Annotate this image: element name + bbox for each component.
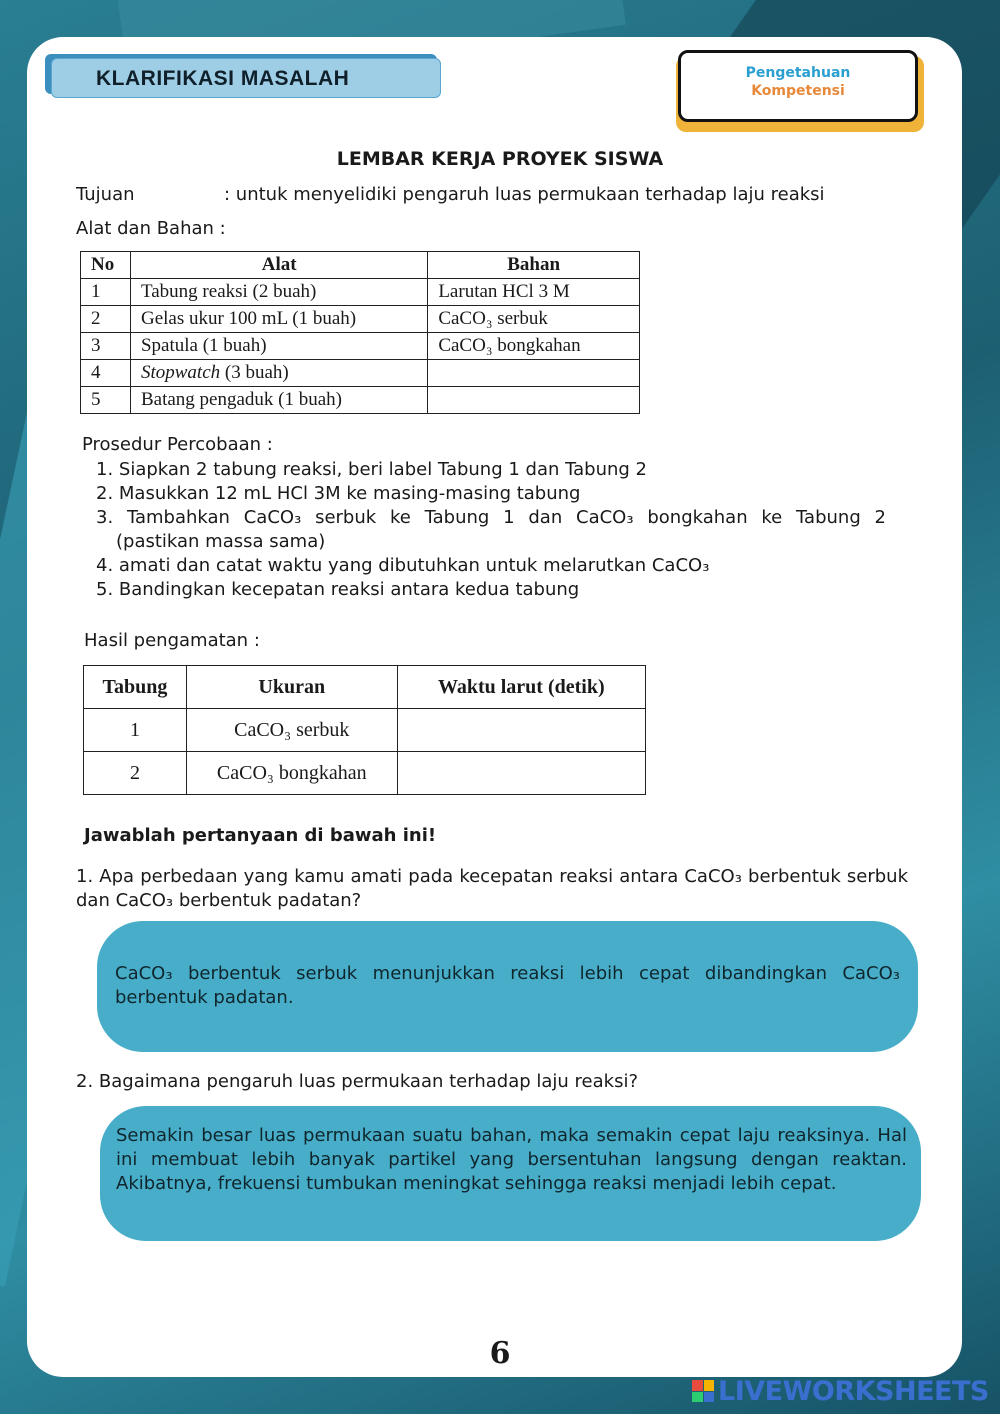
questions-heading: Jawablah pertanyaan di bawah ini! — [84, 825, 437, 846]
table-cell: 1 — [81, 279, 131, 306]
table-cell — [130, 360, 427, 387]
alat-bahan-label: Alat dan Bahan : — [76, 218, 226, 239]
table-cell: CaCO₃ serbuk — [428, 306, 640, 333]
badge-line-kompetensi: Kompetensi — [751, 83, 845, 99]
column-header: Alat — [130, 252, 427, 279]
table-cell: 4 — [81, 360, 131, 387]
table-header-row — [84, 666, 646, 709]
table-cell: CaCO₃ serbuk — [186, 709, 397, 752]
question-2: 2. Bagaimana pengaruh luas permukaan terhadap laju reaksi? — [76, 1071, 639, 1092]
question-text: 1. Apa perbedaan yang kamu amati pada kecepatan reaksi antara CaCO₃ berbentuk serbuk dan CaCO₃ berbentuk padatan? — [76, 866, 908, 911]
hasil-label: Hasil pengamatan : — [84, 630, 260, 651]
list-item: 3. Tambahkan CaCO₃ serbuk ke Tabung 1 dan CaCO₃ bongkahan ke Tabung 2 — [96, 507, 886, 528]
badge-card — [678, 50, 918, 122]
tujuan-text: : untuk menyelidiki pengaruh luas permukaan terhadap laju reaksi — [224, 184, 825, 205]
time-input-cell[interactable] — [397, 709, 645, 752]
table-row — [84, 709, 646, 752]
procedure-list — [96, 458, 886, 602]
column-header: Ukuran — [186, 666, 397, 709]
liveworksheets-brand: LIVEWORKSHEETS — [718, 1375, 989, 1407]
table-cell: Tabung reaksi (2 buah) — [130, 279, 427, 306]
column-header: Bahan — [428, 252, 640, 279]
table-cell: 3 — [81, 333, 131, 360]
list-item: 5. Bandingkan kecepatan reaksi antara kedua tabung — [96, 579, 580, 600]
table-cell: 5 — [81, 387, 131, 414]
table-cell: Spatula (1 buah) — [130, 333, 427, 360]
list-item: 1. Siapkan 2 tabung reaksi, beri label Tabung 1 dan Tabung 2 — [96, 459, 648, 480]
table-cell: Batang pengaduk (1 buah) — [130, 387, 427, 414]
table-row — [81, 360, 640, 387]
tujuan-label: Tujuan — [76, 184, 135, 205]
section-banner — [45, 54, 441, 98]
table-cell: 2 — [84, 752, 187, 795]
table-row — [84, 752, 646, 795]
table-cell: Gelas ukur 100 mL (1 buah) — [130, 306, 427, 333]
answer-bubble-1[interactable]: CaCO₃ berbentuk serbuk menunjukkan reaksi lebih cepat dibandingkan CaCO₃ berbentuk padatan. — [97, 921, 918, 1052]
page-number: 6 — [489, 1336, 511, 1371]
table-row — [81, 387, 640, 414]
answer-bubble-2[interactable]: Semakin besar luas permukaan suatu bahan, maka semakin cepat laju reaksinya. Hal ini membuat lebih banyak partikel yang bersentuhan langsung dengan reaktan. Akibatnya, frekuensi tumbukan meningkat sehingga reaksi menjadi lebih cepat. — [100, 1106, 921, 1241]
table-row — [81, 279, 640, 306]
alat-bahan-table — [80, 251, 640, 414]
column-header: Waktu larut (detik) — [397, 666, 645, 709]
table-cell: 2 — [81, 306, 131, 333]
stopwatch-italic: Stopwatch — [140, 362, 221, 383]
table-header-row — [81, 252, 640, 279]
column-header: Tabung — [84, 666, 187, 709]
list-item: 4. amati dan catat waktu yang dibutuhkan untuk melarutkan CaCO₃ — [96, 555, 710, 576]
table-cell — [428, 387, 640, 414]
badge-line-pengetahuan: Pengetahuan — [745, 65, 851, 81]
time-input-cell[interactable] — [397, 752, 645, 795]
list-item: 2. Masukkan 12 mL HCl 3M ke masing-masing tabung — [96, 483, 581, 504]
question-1 — [76, 865, 908, 913]
table-row — [81, 306, 640, 333]
liveworksheets-icon — [692, 1380, 714, 1402]
banner-title: KLARIFIKASI MASALAH — [51, 58, 441, 98]
prosedur-label: Prosedur Percobaan : — [82, 434, 273, 455]
table-cell — [428, 360, 640, 387]
list-item-continuation: (pastikan massa sama) — [116, 531, 326, 552]
column-header: No — [81, 252, 131, 279]
liveworksheets-logo — [692, 1376, 989, 1406]
competency-badge — [676, 48, 924, 132]
table-row — [81, 333, 640, 360]
table-cell: Larutan HCl 3 M — [428, 279, 640, 306]
page-title: LEMBAR KERJA PROYEK SISWA — [336, 148, 664, 170]
observation-table — [83, 665, 646, 795]
table-cell: CaCO₃ bongkahan — [186, 752, 397, 795]
stopwatch-qty: (3 buah) — [224, 362, 289, 383]
table-cell: CaCO₃ bongkahan — [428, 333, 640, 360]
table-cell: 1 — [84, 709, 187, 752]
